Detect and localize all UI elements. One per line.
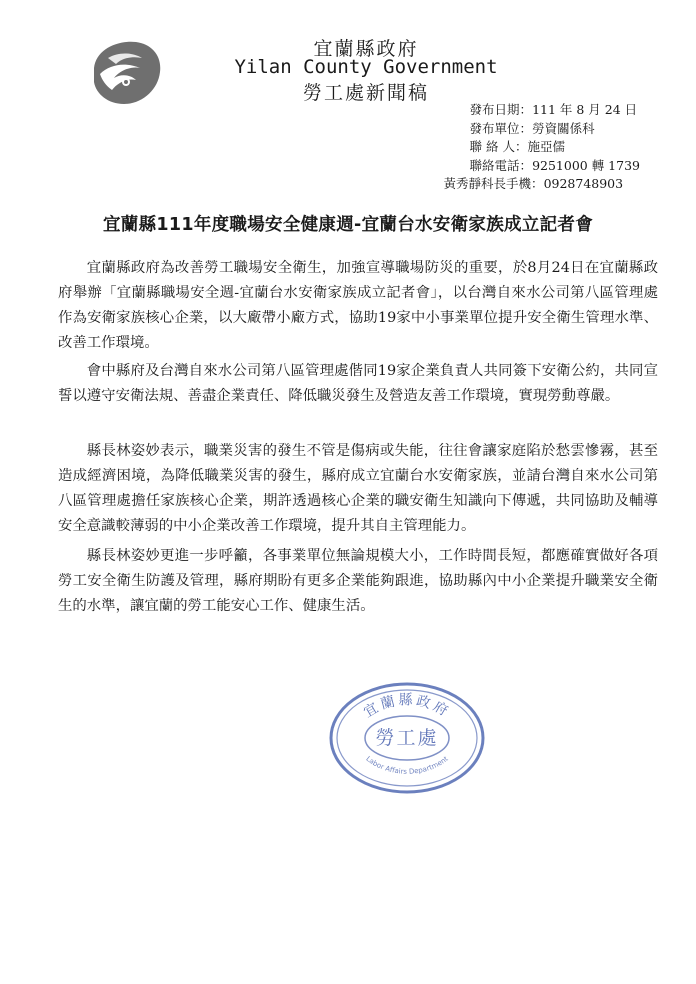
body-paragraph: 縣長林姿妙更進一步呼籲，各事業單位無論規模大小，工作時間長短，都應確實做好各項勞工安全衛生防護及管理，縣府期盼有更多企業能夠跟進，協助縣內中小企業提升職業安全衛生的水準，讓宜蘭的勞工能安心工作、健康生活。 (58, 548, 658, 614)
mobile-value: 0928748903 (543, 176, 624, 191)
phone-label: 聯絡電話： (469, 157, 533, 173)
contact-row (444, 138, 640, 157)
document-type: 勞工處新聞稿 (302, 82, 429, 104)
release-unit-label: 發布單位： (469, 120, 533, 136)
release-date-row (444, 101, 640, 120)
release-date-value: 111 年 8 月 24 日 (532, 102, 638, 117)
seal-center-text: 勞工處 (375, 727, 439, 749)
mobile-row (444, 175, 640, 194)
body-paragraph: 宜蘭縣政府為改善勞工職場安全衛生，加強宣導職場防災的重要，於8月24日在宜蘭縣政府舉辦「宜蘭縣職場安全週-宜蘭台水安衛家族成立記者會」，以台灣自來水公司第八區管理處作為安衛家族核心企業，以大廠帶小廠方式，協助19家中小事業單位提升安全衛生管理水準、改善工作環境。 (58, 260, 658, 351)
release-unit-value: 勞資關係科 (532, 120, 595, 136)
body-paragraph: 會中縣府及台灣自來水公司第八區管理處偕同19家企業負責人共同簽下安衛公約，共同宣誓以遵守安衛法規、善盡企業責任、降低職災發生及營造友善工作環境，實現勞動尊嚴。 (58, 363, 658, 404)
seal-bottom-text: Labor Affairs Department (364, 754, 450, 776)
contact-value: 施亞儒 (527, 139, 566, 154)
release-date-label: 發布日期： (469, 102, 533, 117)
release-info (444, 101, 640, 194)
official-seal-stamp (326, 680, 488, 796)
mobile-label: 黃秀靜科長手機： (443, 176, 544, 191)
contact-label: 聯 絡 人： (469, 139, 528, 154)
phone-row (444, 157, 640, 176)
seal-top-text: 宜蘭縣政府 (361, 692, 453, 721)
phone-value: 9251000 轉 1739 (532, 157, 640, 173)
press-release-title: 宜蘭縣111年度職場安全健康週-宜蘭台水安衛家族成立記者會 (103, 215, 593, 235)
body-paragraph: 縣長林姿妙表示，職業災害的發生不管是傷病或失能，往往會讓家庭陷於愁雲慘霧，甚至造成經濟困境，為降低職業災害的發生，縣府成立宜蘭台水安衛家族，並請台灣自來水公司第八區管理處擔任家族核心企業，期許透過核心企業的職安衛生知識向下傳遞，共同協助及輔導安全意識較薄弱的中小企業改善工作環境，提升其自主管理能力。 (58, 443, 658, 534)
release-unit-row (444, 120, 640, 139)
svg-text:Labor Affairs Department (364, 755, 449, 776)
organization-name-en: Yilan County Government (234, 56, 498, 78)
organization-name-zh: 宜蘭縣政府 (313, 38, 419, 60)
